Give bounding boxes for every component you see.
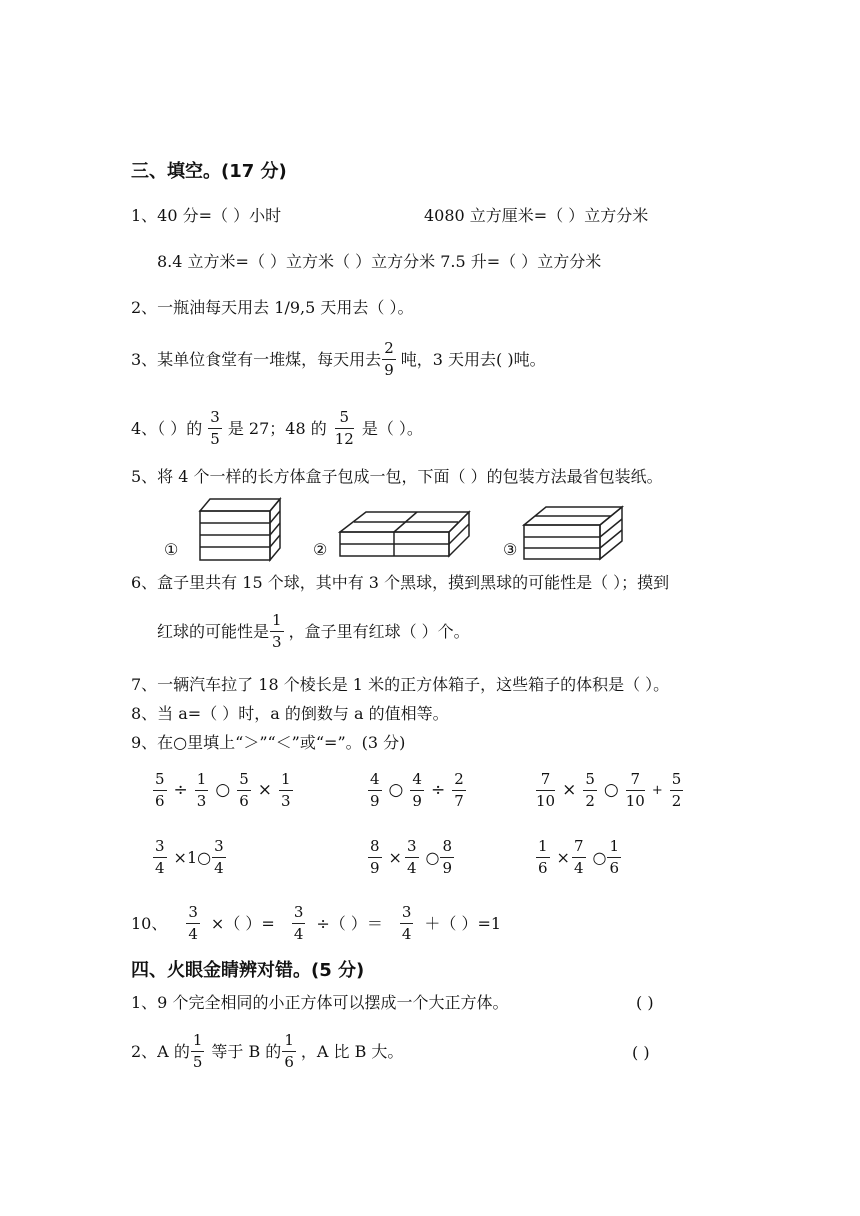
tf2-post: ，A 比 B 大。 [300, 1041, 404, 1061]
plus-sign: + [651, 783, 663, 798]
q4-pre: 4、（ ）的 [131, 418, 203, 438]
q3-pre: 3、某单位食堂有一堆煤，每天用去 [131, 349, 382, 369]
package-option-2-image [334, 506, 474, 562]
fraction: $\frac{7}{10}$ [536, 770, 556, 810]
tf2-answer-paren[interactable]: ( ) [632, 1043, 650, 1062]
q10-segment-1: ×（ ）= [210, 913, 275, 933]
fraction: $\frac{5}{2}$ [671, 770, 682, 810]
q3-post: 吨，3 天用去( )吨。 [400, 349, 546, 369]
tf1-text: 1、9 个完全相同的小正方体可以摆成一个大正方体。 [131, 993, 509, 1012]
fraction: 3 4 [401, 903, 412, 943]
q6-line2-post: ，盒子里有红球（ ）个。 [288, 621, 470, 641]
q4-fraction-1: 3 5 [210, 408, 220, 448]
q1-line2: 8.4 立方米=（ ）立方米（ ）立方分米 7.5 升=（ ）立方分米 [157, 252, 602, 271]
fraction: $\frac{8}{9}$ [370, 837, 380, 877]
q9-compare-2 [367, 772, 467, 809]
fraction: 1 5 [192, 1031, 203, 1071]
package-option-3-image [520, 503, 630, 563]
tf2-line [131, 1033, 403, 1070]
tf2-mid: 等于 B 的 [211, 1041, 282, 1061]
q9-compare-3 [535, 772, 684, 809]
fraction: $\frac{3}{4}$ [155, 837, 165, 877]
q4-line [131, 410, 423, 447]
fraction: $\frac{3}{4}$ [293, 903, 304, 943]
q6-fraction: 1 3 [272, 611, 282, 651]
q5-text: 5、将 4 个一样的长方体盒子包成一包，下面（ ）的包装方法最省包装纸。 [131, 467, 663, 486]
q1-line1-a: 1、40 分=（ ）小时 [131, 206, 282, 225]
q10-segment-3: ＋（ ）=1 [424, 913, 502, 933]
q9-compare-1 [152, 772, 294, 809]
option-2-label: ② [313, 540, 328, 559]
compare-circle[interactable]: ○ [603, 780, 619, 800]
compare-circle[interactable]: ○ [425, 847, 440, 867]
q6-line2-pre: 红球的可能性是 [157, 621, 270, 641]
q9-compare-4 [152, 839, 227, 876]
compare-circle[interactable]: ○ [592, 847, 607, 867]
fraction: $\frac{1}{3}$ [280, 770, 291, 810]
divide-sign: ÷ [430, 780, 446, 800]
q9-compare-6 [535, 839, 622, 876]
tf2-pre: 2、A 的 [131, 1041, 190, 1061]
compare-circle[interactable]: ○ [215, 780, 231, 800]
fraction: $\frac{5}{2}$ [585, 770, 595, 810]
divide-sign: ÷ [173, 780, 188, 800]
tf1-answer-paren[interactable]: ( ) [636, 993, 654, 1012]
fraction: $\frac{3}{4}$ [188, 903, 198, 943]
section-title: 四、火眼金睛辨对错。(5 分) [131, 960, 365, 981]
option-1-label: ① [164, 540, 179, 559]
q4-post: 是（ ）。 [361, 418, 423, 438]
q1-line1-b: 4080 立方厘米=（ ）立方分米 [424, 206, 649, 225]
fraction: 4 9 [370, 770, 380, 810]
fraction: 1 6 [609, 837, 620, 877]
fraction: 1 6 [284, 1031, 294, 1071]
fraction: 7 10 [625, 770, 645, 810]
q10-segment-2: ÷（ ）＝ [316, 913, 383, 933]
q3-line [131, 341, 546, 378]
fraction: $\frac{1}{6}$ [538, 837, 548, 877]
fraction: $\frac{7}{4}$ [573, 837, 584, 877]
q10-label: 10、 [131, 913, 168, 933]
fraction: 3 4 [214, 837, 224, 877]
package-option-1-image [190, 494, 290, 564]
fraction: $\frac{5}{6}$ [239, 770, 249, 810]
fraction: $\frac{2}{7}$ [454, 770, 464, 810]
q4-fraction-2: 5 12 [334, 408, 354, 448]
fraction: $\frac{1}{3}$ [196, 770, 207, 810]
multiply-sign: × [562, 780, 577, 800]
fraction: $\frac{4}{9}$ [412, 770, 422, 810]
compare-circle[interactable]: ○ [388, 780, 404, 800]
fraction: $\frac{5}{6}$ [155, 770, 165, 810]
q6-line2 [157, 613, 470, 650]
q4-mid: 是 27；48 的 [227, 418, 327, 438]
q8-text: 8、当 a=（ ）时，a 的倒数与 a 的值相等。 [131, 704, 449, 723]
q7-text: 7、一辆汽车拉了 18 个棱长是 1 米的正方体箱子，这些箱子的体积是（ ）。 [131, 675, 670, 694]
q9-text: 9、在○里填上“＞”“＜”或“=”。(3 分) [131, 733, 406, 752]
multiply-sign: × [257, 780, 272, 800]
q6-line1: 6、盒子里共有 15 个球，其中有 3 个黑球，摸到黑球的可能性是（ ）；摸到 [131, 573, 670, 592]
q2-text: 2、一瓶油每天用去 1/9,5 天用去（ ）。 [131, 298, 414, 317]
fraction: $\frac{3}{4}$ [406, 837, 417, 877]
multiply-one-circle: ×1○ [173, 847, 212, 867]
q9-compare-5 [367, 839, 455, 876]
multiply-sign: × [388, 847, 402, 867]
section-title: 三、填空。(17 分) [131, 161, 287, 182]
multiply-sign: × [556, 847, 570, 867]
fraction: 8 9 [442, 837, 453, 877]
q3-fraction: 2 9 [384, 339, 394, 379]
option-3-label: ③ [503, 540, 518, 559]
q10-line [131, 905, 501, 942]
